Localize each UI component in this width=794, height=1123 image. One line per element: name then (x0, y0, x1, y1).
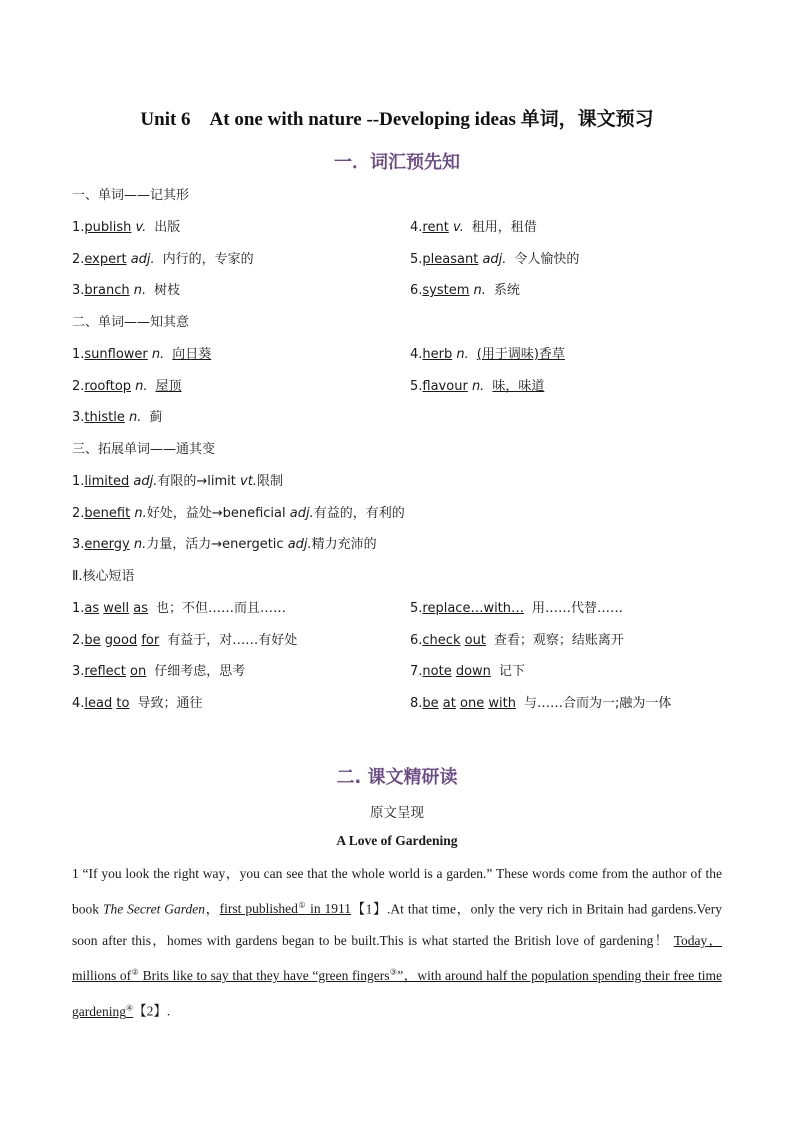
derivation-meaning: 精力充沛的 (311, 537, 377, 553)
phrase-word: well (103, 601, 130, 616)
part-of-speech: n. (471, 378, 485, 394)
section-heading-vocabulary: 一．词汇预先知 (334, 152, 460, 173)
part1-heading: 一、单词——记其形 (72, 188, 190, 203)
part-of-speech: vt. (240, 474, 257, 489)
book-title: The Secret Garden (102, 901, 206, 917)
part-of-speech: n. (134, 505, 147, 521)
phrase-meaning: 查看；观察；结账离开 (493, 632, 624, 648)
vocab-meaning: 令人愉快的 (514, 251, 580, 267)
paragraph-text: .At that time，only the very rich in Britain had gardens.Very soon after this，homes with gardens began to be built.This is what started the British love of gardening！ (72, 901, 723, 949)
phrase-meaning: 用……代替…… (532, 601, 624, 616)
item-number: 8. (410, 696, 423, 712)
vocab-word: energy (84, 537, 130, 553)
vocab-word: herb (422, 347, 453, 362)
phrase-row (72, 599, 286, 619)
derivation-row (72, 472, 283, 492)
item-number: 7. (410, 664, 423, 680)
paragraph-text: ， (205, 901, 220, 917)
vocab-row (72, 250, 254, 270)
item-number: 3. (72, 537, 85, 553)
derivation-text: 好处，益处→beneficial (146, 505, 290, 521)
vocab-row (410, 345, 565, 365)
phrase-word: as (84, 601, 100, 616)
part-of-speech: n. (133, 537, 147, 553)
paragraph-text: 1 “If you look the right way，you can see that the whole world is a garden.” These words come from the author of the book (72, 866, 722, 917)
phrase-row (72, 694, 202, 714)
phrase-row (410, 694, 671, 714)
phrase-meaning: 仔细考虑，思考 (154, 664, 246, 680)
phrase-word: at (442, 696, 456, 712)
phrase-word: out (464, 632, 486, 648)
phrase-meaning: 与……合而为一;融为一体 (523, 696, 672, 712)
vocab-word: pleasant (422, 251, 479, 267)
derivation-row (72, 504, 405, 524)
phrase-word: with (488, 696, 516, 712)
item-number: 3. (72, 410, 85, 426)
derivation-meaning: 有益的，有利的 (313, 505, 405, 521)
vocab-meaning: 内行的，专家的 (162, 251, 254, 267)
part-of-speech: adj. (287, 537, 312, 553)
phrase-word: one (460, 696, 485, 712)
vocab-row (410, 250, 579, 270)
item-number: 4. (410, 347, 423, 362)
subtitle: 原文呈现 (370, 805, 424, 821)
item-number: 2. (72, 505, 85, 521)
part-of-speech: n. (473, 283, 486, 299)
vocab-word: benefit (84, 505, 131, 521)
part-of-speech: adj. (130, 251, 155, 267)
part-of-speech: adj. (482, 251, 507, 267)
sentence-marker: 【1】 (351, 901, 388, 917)
phrase-row (410, 631, 624, 651)
sentence-marker: 【2】 (133, 1003, 167, 1019)
vocab-meaning: 蓟 (149, 410, 163, 426)
phrase-meaning: 有益于，对……有好处 (167, 632, 298, 648)
vocab-meaning: 出版 (154, 220, 181, 235)
note-marker: ④ (125, 1003, 134, 1013)
note-marker: ① (297, 900, 307, 910)
item-number: 2. (72, 378, 85, 394)
underlined-phrase (220, 901, 351, 916)
phrase-text: ”，with around half the population spending their free time gardening (72, 968, 722, 1019)
item-number: 1. (72, 347, 85, 362)
vocab-row (410, 281, 520, 301)
vocab-meaning: 系统 (493, 283, 520, 299)
phrase-meaning: 导致；通往 (137, 696, 203, 712)
item-number: 5. (410, 601, 423, 616)
phrase-row (410, 662, 525, 682)
derivation-meaning: 限制 (256, 474, 283, 489)
phrase-word: reflect (84, 664, 126, 680)
vocab-word: expert (84, 251, 127, 267)
phrase-word: replace…with… (422, 601, 525, 616)
vocab-row (72, 377, 182, 397)
phrase-word: lead (84, 696, 113, 712)
phrase-word: as (133, 601, 149, 616)
item-number: 2. (72, 251, 85, 267)
item-number: 2. (72, 632, 85, 648)
phrase-word: be (422, 696, 439, 712)
derivation-text: 力量，活力→energetic (146, 537, 288, 553)
phrase-row (72, 662, 245, 682)
item-number: 6. (410, 283, 423, 299)
part-of-speech: n. (128, 410, 142, 426)
part-of-speech: n. (151, 347, 165, 362)
vocab-row (72, 281, 180, 301)
vocab-meaning: 树枝 (154, 283, 181, 299)
phrase-row (72, 631, 297, 651)
item-number: 6. (410, 632, 423, 648)
vocab-word: branch (84, 283, 130, 299)
article-title: A Love of Gardening (336, 833, 458, 848)
article-paragraph (72, 858, 722, 1027)
vocab-word: rooftop (84, 378, 132, 394)
vocab-row (410, 377, 544, 397)
vocab-word: flavour (422, 378, 468, 394)
part2-heading: 二、单词——知其意 (72, 315, 190, 330)
paragraph-text: . (166, 1003, 171, 1019)
phrase-row (410, 599, 623, 619)
item-number: 5. (410, 251, 423, 267)
phrase-text: in 1911 (306, 901, 352, 917)
vocab-row (410, 218, 537, 238)
derivation-text: 有限的→limit (157, 474, 240, 489)
phrase-word: note (422, 664, 452, 680)
section-heading-reading: 二. 课文精研读 (336, 767, 458, 788)
item-number: 4. (410, 220, 423, 235)
vocab-meaning: 屋顶 (155, 378, 182, 394)
vocab-row (72, 408, 162, 428)
phrase-text: Today，millions of (72, 933, 722, 984)
note-marker: ② (131, 967, 139, 977)
vocab-word: publish (84, 220, 132, 235)
vocab-meaning: 味，味道 (492, 378, 545, 394)
vocab-word: sunflower (84, 347, 148, 362)
phrase-meaning: 记下 (498, 664, 525, 680)
phrase-word: on (130, 664, 147, 680)
phrase-word: for (141, 632, 160, 648)
part3-heading: 三、拓展单词——通其变 (72, 442, 216, 457)
vocab-row (72, 345, 211, 365)
part-of-speech: adj. (133, 474, 158, 489)
vocab-word: system (422, 283, 470, 299)
vocab-word: rent (422, 220, 449, 235)
phrase-word: be (84, 632, 101, 648)
part-of-speech: v. (452, 220, 464, 235)
vocab-row (72, 218, 180, 238)
note-marker: ③ (389, 967, 398, 977)
vocab-meaning: (用于调味)香草 (476, 347, 565, 362)
part-of-speech: adj. (289, 505, 314, 521)
item-number: 3. (72, 664, 85, 680)
vocab-meaning: 租用，租借 (471, 220, 537, 235)
part-of-speech: v. (135, 220, 147, 235)
item-number: 1. (72, 220, 85, 235)
item-number: 3. (72, 283, 85, 299)
item-number: 1. (72, 474, 85, 489)
vocab-word: thistle (84, 410, 125, 426)
vocab-word: limited (84, 474, 130, 489)
phrase-meaning: 也；不但……而且…… (156, 601, 287, 616)
phrase-text: Brits like to say that they have “green fingers (138, 968, 390, 984)
part-of-speech: n. (135, 378, 148, 394)
phrase-word: good (104, 632, 138, 648)
item-number: 1. (72, 601, 85, 616)
page-title: Unit 6 At one with nature --Developing ideas 单词，课文预习 (140, 109, 654, 130)
item-number: 5. (410, 378, 423, 394)
vocab-meaning: 向日葵 (172, 347, 212, 362)
phrase-word: down (455, 664, 491, 680)
phrase-text: first published (219, 901, 298, 917)
derivation-row (72, 535, 377, 555)
phrase-word: check (422, 632, 461, 648)
part-of-speech: n. (133, 283, 147, 299)
item-number: 4. (72, 696, 85, 712)
phrase-word: to (116, 696, 130, 712)
part-of-speech: n. (456, 347, 469, 362)
part4-heading: Ⅱ.核心短语 (72, 569, 135, 584)
